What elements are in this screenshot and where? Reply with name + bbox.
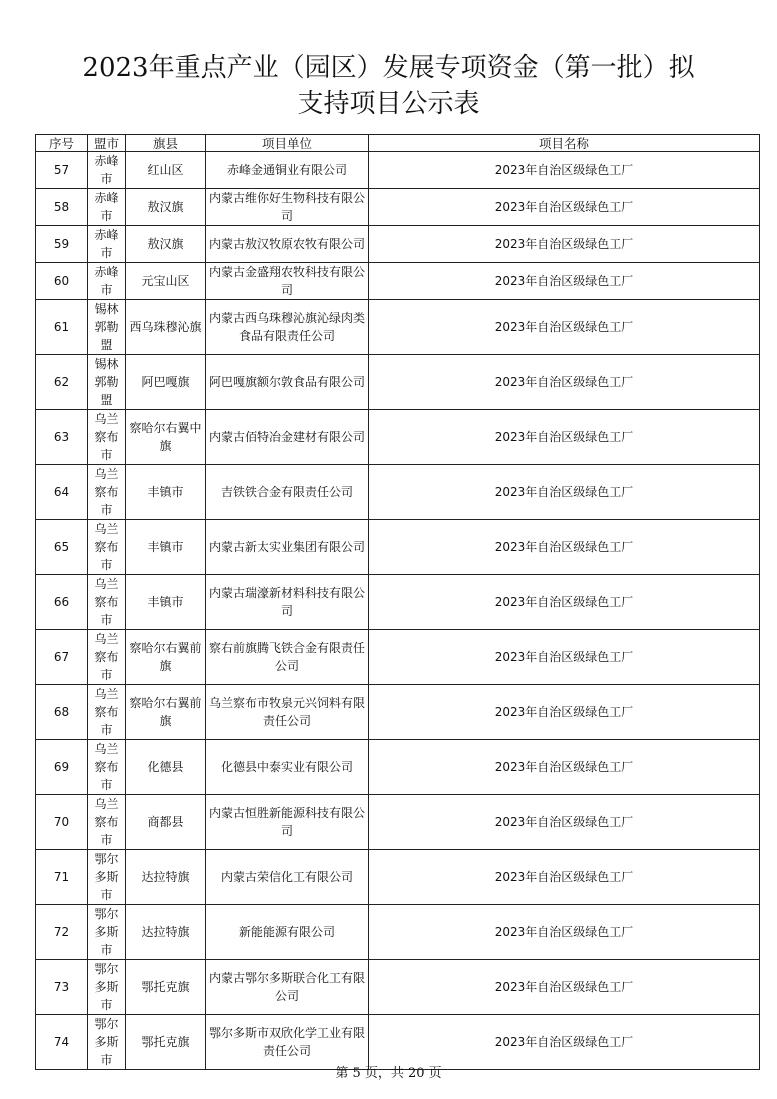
cell-unit: 内蒙古新太实业集团有限公司 xyxy=(206,520,369,575)
cell-city: 鄂尔多斯市 xyxy=(88,905,126,960)
cell-county: 西乌珠穆沁旗 xyxy=(126,300,206,355)
cell-county: 鄂托克旗 xyxy=(126,1015,206,1070)
cell-county: 达拉特旗 xyxy=(126,850,206,905)
cell-unit: 新能能源有限公司 xyxy=(206,905,369,960)
cell-no: 66 xyxy=(36,575,88,630)
cell-city: 赤峰市 xyxy=(88,226,126,263)
cell-city: 锡林郭勒盟 xyxy=(88,300,126,355)
table-row xyxy=(36,905,760,960)
cell-county: 丰镇市 xyxy=(126,520,206,575)
cell-name: 2023年自治区级绿色工厂 xyxy=(369,189,760,226)
cell-no: 62 xyxy=(36,355,88,410)
cell-name: 2023年自治区级绿色工厂 xyxy=(369,152,760,189)
table-row xyxy=(36,355,760,410)
cell-no: 64 xyxy=(36,465,88,520)
title-line-1: 2023年重点产业（园区）发展专项资金（第一批）拟 xyxy=(82,53,695,83)
cell-no: 58 xyxy=(36,189,88,226)
cell-unit: 乌兰察布市牧泉元兴饲料有限责任公司 xyxy=(206,685,369,740)
cell-name: 2023年自治区级绿色工厂 xyxy=(369,300,760,355)
cell-city: 乌兰察布市 xyxy=(88,685,126,740)
cell-name: 2023年自治区级绿色工厂 xyxy=(369,850,760,905)
cell-name: 2023年自治区级绿色工厂 xyxy=(369,960,760,1015)
cell-name: 2023年自治区级绿色工厂 xyxy=(369,740,760,795)
cell-county: 察哈尔右翼中旗 xyxy=(126,410,206,465)
cell-city: 赤峰市 xyxy=(88,263,126,300)
cell-unit: 内蒙古金盛翔农牧科技有限公司 xyxy=(206,263,369,300)
cell-name: 2023年自治区级绿色工厂 xyxy=(369,1015,760,1070)
table-row xyxy=(36,685,760,740)
cell-name: 2023年自治区级绿色工厂 xyxy=(369,520,760,575)
cell-unit: 内蒙古恒胜新能源科技有限公司 xyxy=(206,795,369,850)
cell-unit: 内蒙古西乌珠穆沁旗沁绿肉类食品有限责任公司 xyxy=(206,300,369,355)
cell-county: 丰镇市 xyxy=(126,465,206,520)
header-unit: 项目单位 xyxy=(206,135,369,152)
table-row xyxy=(36,960,760,1015)
cell-county: 敖汉旗 xyxy=(126,226,206,263)
cell-city: 乌兰察布市 xyxy=(88,630,126,685)
cell-city: 乌兰察布市 xyxy=(88,575,126,630)
cell-county: 阿巴嘎旗 xyxy=(126,355,206,410)
table-row xyxy=(36,520,760,575)
cell-city: 乌兰察布市 xyxy=(88,465,126,520)
cell-unit: 内蒙古维你好生物科技有限公司 xyxy=(206,189,369,226)
cell-name: 2023年自治区级绿色工厂 xyxy=(369,795,760,850)
cell-county: 化德县 xyxy=(126,740,206,795)
table-row xyxy=(36,226,760,263)
table-row xyxy=(36,152,760,189)
cell-no: 69 xyxy=(36,740,88,795)
cell-unit: 鄂尔多斯市双欣化学工业有限责任公司 xyxy=(206,1015,369,1070)
cell-no: 71 xyxy=(36,850,88,905)
table-row xyxy=(36,575,760,630)
cell-unit: 化德县中泰实业有限公司 xyxy=(206,740,369,795)
cell-no: 63 xyxy=(36,410,88,465)
cell-unit: 赤峰金通铜业有限公司 xyxy=(206,152,369,189)
cell-name: 2023年自治区级绿色工厂 xyxy=(369,355,760,410)
title-line-2: 支持项目公示表 xyxy=(297,89,480,119)
cell-city: 鄂尔多斯市 xyxy=(88,850,126,905)
cell-name: 2023年自治区级绿色工厂 xyxy=(369,263,760,300)
table-row xyxy=(36,189,760,226)
cell-name: 2023年自治区级绿色工厂 xyxy=(369,575,760,630)
cell-unit: 内蒙古瑞濠新材料科技有限公司 xyxy=(206,575,369,630)
table-row xyxy=(36,630,760,685)
cell-city: 鄂尔多斯市 xyxy=(88,1015,126,1070)
cell-unit: 察右前旗腾飞铁合金有限责任公司 xyxy=(206,630,369,685)
cell-county: 察哈尔右翼前旗 xyxy=(126,685,206,740)
cell-unit: 内蒙古佰特冶金建材有限公司 xyxy=(206,410,369,465)
document-title xyxy=(0,50,777,122)
cell-no: 72 xyxy=(36,905,88,960)
cell-city: 乌兰察布市 xyxy=(88,795,126,850)
cell-unit: 阿巴嘎旗额尔敦食品有限公司 xyxy=(206,355,369,410)
cell-no: 67 xyxy=(36,630,88,685)
cell-city: 鄂尔多斯市 xyxy=(88,960,126,1015)
table-row xyxy=(36,300,760,355)
cell-city: 乌兰察布市 xyxy=(88,740,126,795)
cell-no: 61 xyxy=(36,300,88,355)
header-project-name: 项目名称 xyxy=(369,135,760,152)
cell-city: 乌兰察布市 xyxy=(88,520,126,575)
cell-county: 察哈尔右翼前旗 xyxy=(126,630,206,685)
cell-unit: 吉铁铁合金有限责任公司 xyxy=(206,465,369,520)
cell-name: 2023年自治区级绿色工厂 xyxy=(369,905,760,960)
cell-county: 达拉特旗 xyxy=(126,905,206,960)
cell-county: 红山区 xyxy=(126,152,206,189)
cell-name: 2023年自治区级绿色工厂 xyxy=(369,465,760,520)
table-row xyxy=(36,465,760,520)
cell-no: 57 xyxy=(36,152,88,189)
cell-county: 商都县 xyxy=(126,795,206,850)
cell-no: 60 xyxy=(36,263,88,300)
cell-county: 元宝山区 xyxy=(126,263,206,300)
cell-name: 2023年自治区级绿色工厂 xyxy=(369,410,760,465)
header-city: 盟市 xyxy=(88,135,126,152)
table-row xyxy=(36,795,760,850)
table-body xyxy=(36,152,760,1070)
cell-no: 74 xyxy=(36,1015,88,1070)
cell-name: 2023年自治区级绿色工厂 xyxy=(369,630,760,685)
table-row xyxy=(36,850,760,905)
page-footer: 第 5 页，共 20 页 xyxy=(335,1066,442,1081)
cell-unit: 内蒙古鄂尔多斯联合化工有限公司 xyxy=(206,960,369,1015)
table-row xyxy=(36,740,760,795)
cell-city: 赤峰市 xyxy=(88,189,126,226)
cell-no: 65 xyxy=(36,520,88,575)
cell-name: 2023年自治区级绿色工厂 xyxy=(369,226,760,263)
header-county: 旗县 xyxy=(126,135,206,152)
project-table xyxy=(35,134,760,1070)
header-no: 序号 xyxy=(36,135,88,152)
table-row xyxy=(36,410,760,465)
cell-city: 乌兰察布市 xyxy=(88,410,126,465)
cell-unit: 内蒙古敖汉牧原农牧有限公司 xyxy=(206,226,369,263)
cell-county: 丰镇市 xyxy=(126,575,206,630)
table-header-row xyxy=(36,135,760,152)
cell-county: 鄂托克旗 xyxy=(126,960,206,1015)
cell-no: 73 xyxy=(36,960,88,1015)
cell-no: 59 xyxy=(36,226,88,263)
cell-no: 70 xyxy=(36,795,88,850)
cell-county: 敖汉旗 xyxy=(126,189,206,226)
cell-city: 赤峰市 xyxy=(88,152,126,189)
cell-no: 68 xyxy=(36,685,88,740)
cell-unit: 内蒙古荣信化工有限公司 xyxy=(206,850,369,905)
cell-name: 2023年自治区级绿色工厂 xyxy=(369,685,760,740)
cell-city: 锡林郭勒盟 xyxy=(88,355,126,410)
table-row xyxy=(36,263,760,300)
